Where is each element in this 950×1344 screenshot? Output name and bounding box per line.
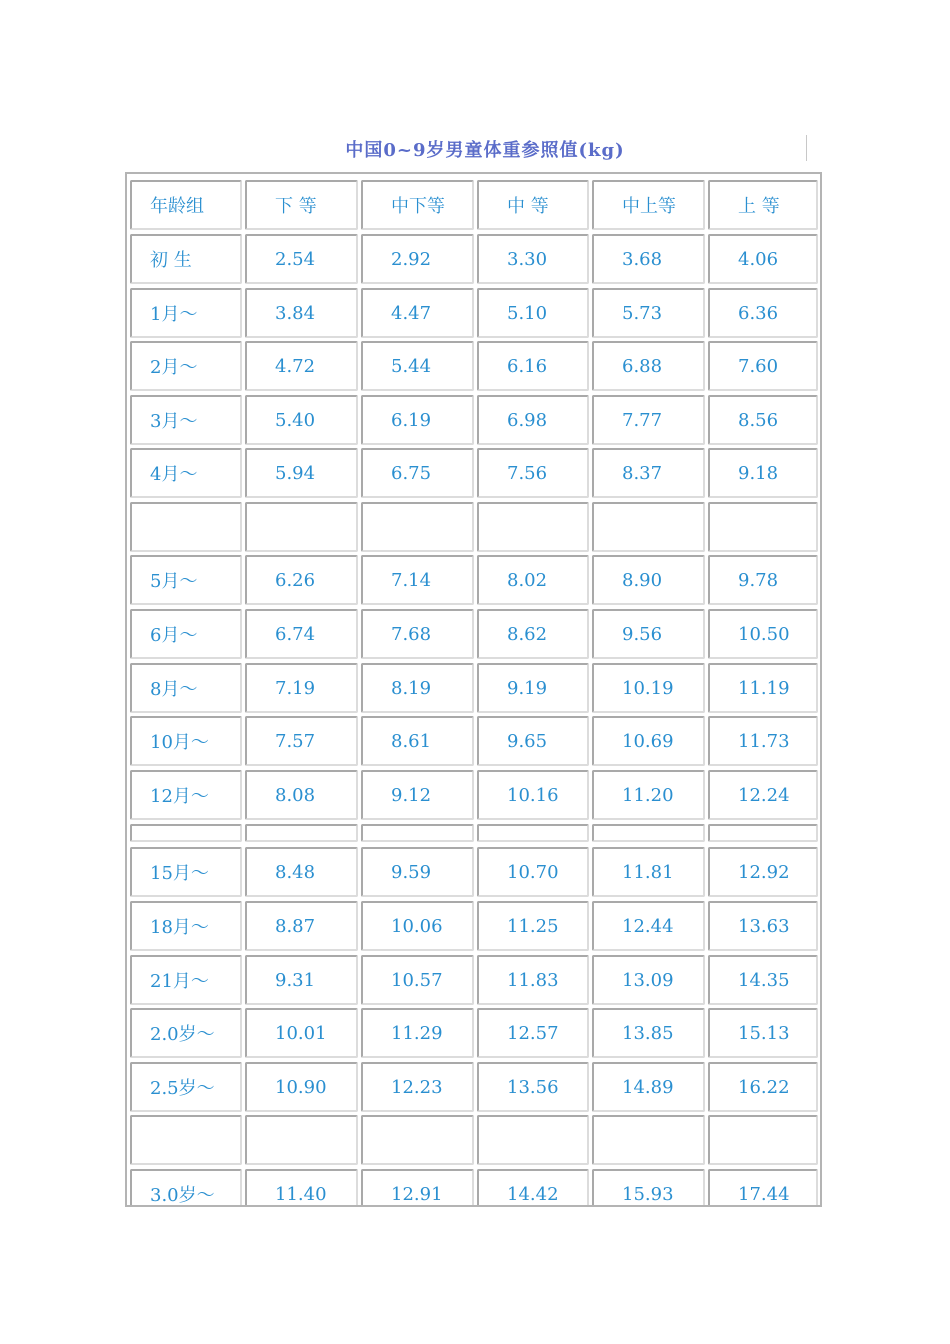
weight-value-cell: [477, 502, 589, 552]
age-group-cell: 10月～: [130, 716, 242, 766]
weight-value-cell: 8.48: [245, 847, 358, 897]
age-group-cell: 1月～: [130, 288, 242, 338]
weight-value-cell: 2.54: [245, 234, 358, 284]
weight-value-cell: [361, 824, 474, 842]
weight-value-cell: 9.56: [592, 609, 705, 659]
weight-value-cell: 9.59: [361, 847, 474, 897]
weight-value-cell: 7.56: [477, 448, 589, 498]
weight-value-cell: 10.90: [245, 1062, 358, 1112]
age-group-cell: 3.0岁～: [130, 1169, 242, 1207]
weight-value-cell: 15.13: [708, 1008, 818, 1058]
weight-value-cell: 8.02: [477, 555, 589, 605]
weight-value-cell: 9.31: [245, 955, 358, 1005]
weight-value-cell: 12.44: [592, 901, 705, 951]
weight-value-cell: 6.19: [361, 395, 474, 445]
weight-value-cell: 14.35: [708, 955, 818, 1005]
weight-value-cell: 11.81: [592, 847, 705, 897]
weight-value-cell: 10.57: [361, 955, 474, 1005]
weight-value-cell: 8.19: [361, 663, 474, 713]
weight-value-cell: 10.69: [592, 716, 705, 766]
weight-value-cell: 5.94: [245, 448, 358, 498]
weight-value-cell: 7.77: [592, 395, 705, 445]
weight-value-cell: 4.72: [245, 341, 358, 391]
weight-value-cell: [245, 502, 358, 552]
weight-value-cell: [708, 502, 818, 552]
weight-value-cell: 11.83: [477, 955, 589, 1005]
weight-value-cell: 12.57: [477, 1008, 589, 1058]
header-cell: 下 等: [245, 180, 358, 230]
weight-value-cell: [361, 502, 474, 552]
weight-value-cell: 5.10: [477, 288, 589, 338]
weight-value-cell: 9.65: [477, 716, 589, 766]
weight-value-cell: 9.19: [477, 663, 589, 713]
weight-value-cell: 9.12: [361, 770, 474, 820]
weight-value-cell: 8.37: [592, 448, 705, 498]
weight-value-cell: 10.16: [477, 770, 589, 820]
weight-value-cell: 6.16: [477, 341, 589, 391]
weight-value-cell: 7.14: [361, 555, 474, 605]
weight-value-cell: 11.19: [708, 663, 818, 713]
weight-value-cell: 10.19: [592, 663, 705, 713]
weight-value-cell: 10.01: [245, 1008, 358, 1058]
weight-value-cell: 6.74: [245, 609, 358, 659]
weight-value-cell: 13.09: [592, 955, 705, 1005]
weight-value-cell: 6.75: [361, 448, 474, 498]
age-group-cell: 3月～: [130, 395, 242, 445]
weight-value-cell: 10.06: [361, 901, 474, 951]
weight-value-cell: [592, 824, 705, 842]
weight-value-cell: 11.25: [477, 901, 589, 951]
weight-value-cell: 3.68: [592, 234, 705, 284]
weight-value-cell: 6.26: [245, 555, 358, 605]
weight-value-cell: 14.89: [592, 1062, 705, 1112]
header-cell: 中上等: [592, 180, 705, 230]
weight-value-cell: 11.20: [592, 770, 705, 820]
weight-value-cell: 13.56: [477, 1062, 589, 1112]
age-group-cell: 初 生: [130, 234, 242, 284]
weight-value-cell: 6.88: [592, 341, 705, 391]
weight-value-cell: 5.40: [245, 395, 358, 445]
weight-value-cell: 13.63: [708, 901, 818, 951]
weight-value-cell: [477, 824, 589, 842]
header-cell: 中下等: [361, 180, 474, 230]
weight-value-cell: [245, 1115, 358, 1165]
weight-value-cell: 3.30: [477, 234, 589, 284]
weight-value-cell: 8.62: [477, 609, 589, 659]
weight-value-cell: [361, 1115, 474, 1165]
weight-value-cell: 11.40: [245, 1169, 358, 1207]
age-group-cell: 2月～: [130, 341, 242, 391]
weight-value-cell: 10.70: [477, 847, 589, 897]
weight-value-cell: 5.73: [592, 288, 705, 338]
weight-value-cell: 3.84: [245, 288, 358, 338]
weight-value-cell: 10.50: [708, 609, 818, 659]
weight-value-cell: 12.91: [361, 1169, 474, 1207]
weight-value-cell: 4.06: [708, 234, 818, 284]
weight-value-cell: 15.93: [592, 1169, 705, 1207]
weight-value-cell: 7.57: [245, 716, 358, 766]
age-group-cell: 21月～: [130, 955, 242, 1005]
weight-value-cell: 8.61: [361, 716, 474, 766]
weight-value-cell: [708, 824, 818, 842]
header-cell: 中 等: [477, 180, 589, 230]
weight-value-cell: 16.22: [708, 1062, 818, 1112]
weight-value-cell: 11.29: [361, 1008, 474, 1058]
weight-value-cell: 12.92: [708, 847, 818, 897]
age-group-cell: 8月～: [130, 663, 242, 713]
weight-value-cell: 9.18: [708, 448, 818, 498]
weight-value-cell: 12.23: [361, 1062, 474, 1112]
age-group-cell: 15月～: [130, 847, 242, 897]
weight-value-cell: 5.44: [361, 341, 474, 391]
weight-value-cell: 8.08: [245, 770, 358, 820]
weight-value-cell: 8.87: [245, 901, 358, 951]
header-cell: 年龄组: [130, 180, 242, 230]
weight-value-cell: [708, 1115, 818, 1165]
weight-value-cell: [477, 1115, 589, 1165]
age-group-cell: [130, 502, 242, 552]
age-group-cell: 6月～: [130, 609, 242, 659]
weight-value-cell: [245, 824, 358, 842]
weight-value-cell: 14.42: [477, 1169, 589, 1207]
age-group-cell: 2.5岁～: [130, 1062, 242, 1112]
weight-value-cell: 12.24: [708, 770, 818, 820]
weight-value-cell: 6.36: [708, 288, 818, 338]
weight-value-cell: 8.90: [592, 555, 705, 605]
weight-value-cell: 9.78: [708, 555, 818, 605]
age-group-cell: 2.0岁～: [130, 1008, 242, 1058]
age-group-cell: 18月～: [130, 901, 242, 951]
weight-value-cell: [592, 1115, 705, 1165]
age-group-cell: 4月～: [130, 448, 242, 498]
weight-value-cell: 4.47: [361, 288, 474, 338]
weight-reference-table: [125, 172, 822, 1207]
weight-value-cell: 7.68: [361, 609, 474, 659]
weight-value-cell: [592, 502, 705, 552]
weight-value-cell: 13.85: [592, 1008, 705, 1058]
weight-value-cell: 7.19: [245, 663, 358, 713]
header-cell: 上 等: [708, 180, 818, 230]
age-group-cell: [130, 1115, 242, 1165]
age-group-cell: 12月～: [130, 770, 242, 820]
weight-value-cell: 6.98: [477, 395, 589, 445]
age-group-cell: 5月～: [130, 555, 242, 605]
weight-value-cell: 2.92: [361, 234, 474, 284]
weight-value-cell: 8.56: [708, 395, 818, 445]
page-title: 中国0~9岁男童体重参照值(kg): [345, 140, 625, 161]
weight-value-cell: 11.73: [708, 716, 818, 766]
age-group-cell: [130, 824, 242, 842]
weight-value-cell: 7.60: [708, 341, 818, 391]
divider-line: [806, 135, 807, 161]
weight-value-cell: 17.44: [708, 1169, 818, 1207]
